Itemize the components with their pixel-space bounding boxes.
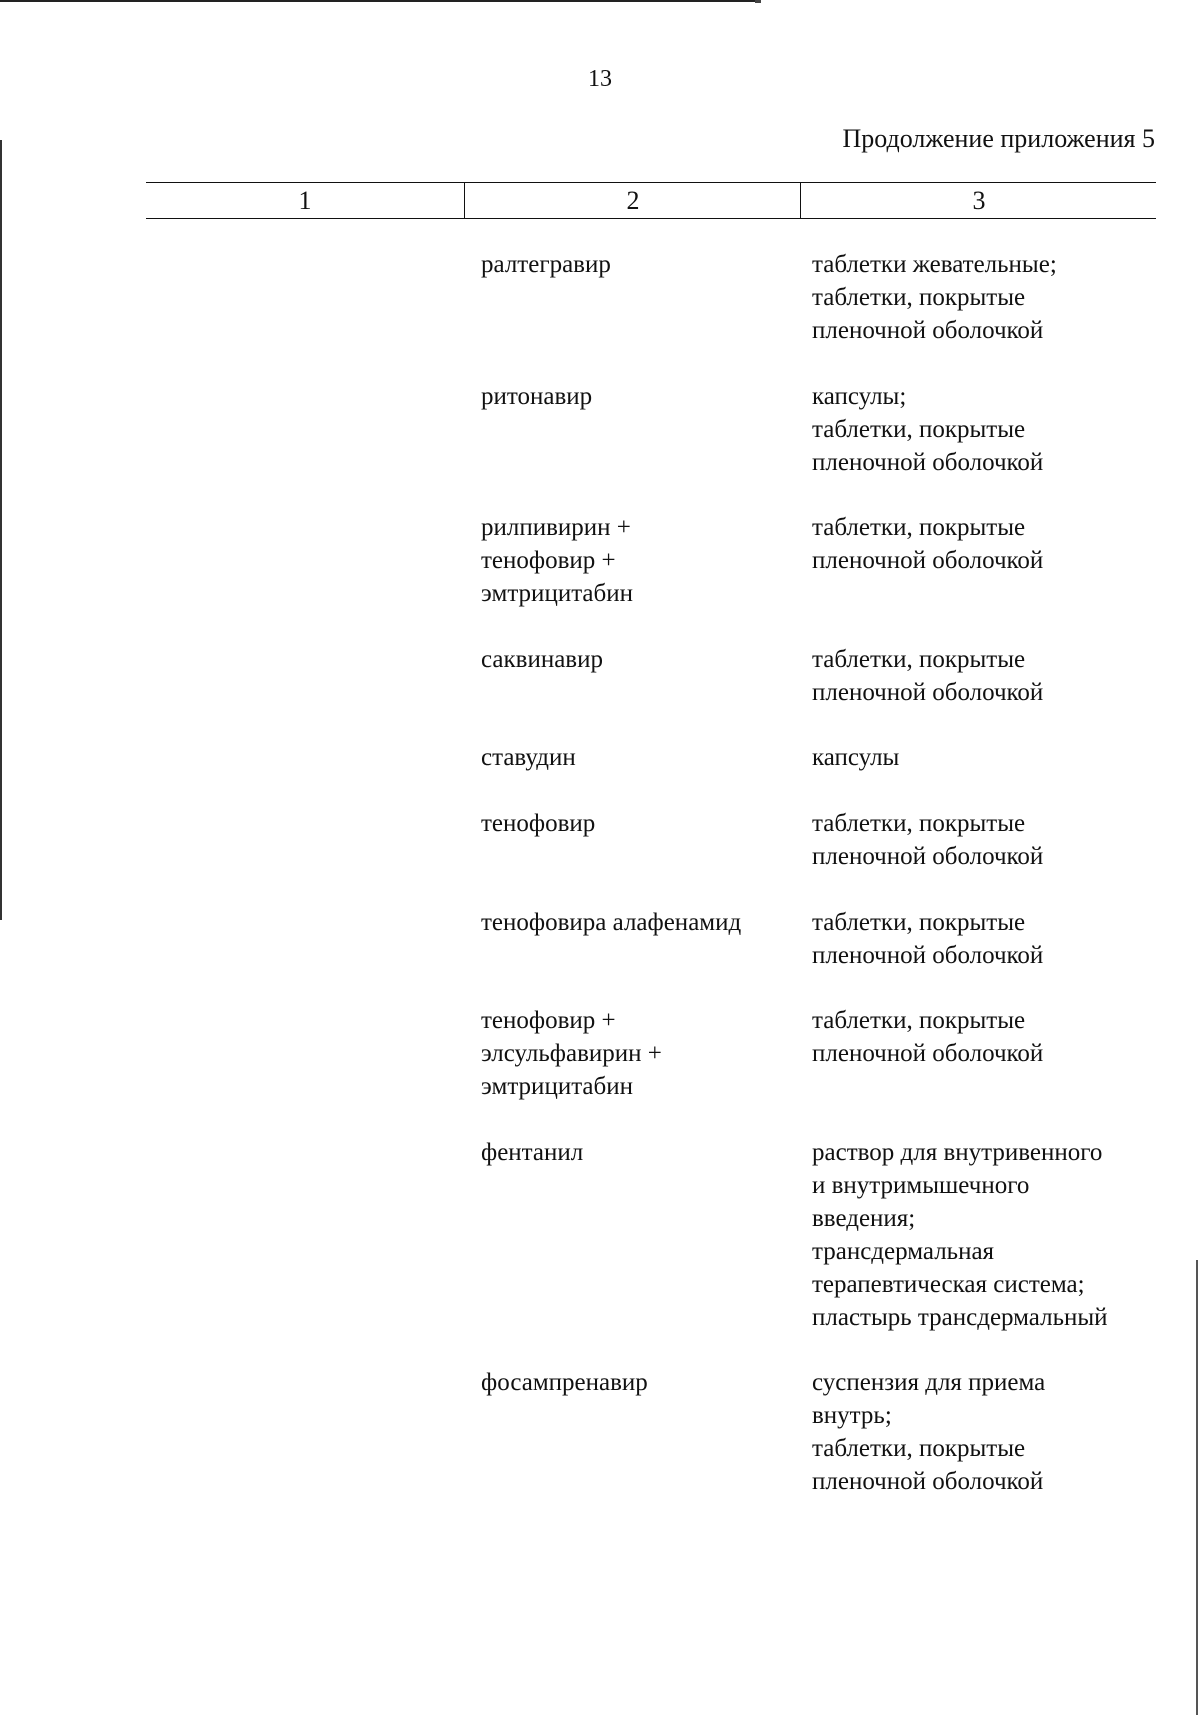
dosage-form: таблетки, покрытые пленочной оболочкой — [812, 810, 1044, 870]
page-number: 13 — [588, 66, 612, 92]
dosage-form: таблетки жевательные; таблетки, покрытые пленочной оболочкой — [812, 251, 1057, 344]
dosage-form: таблетки, покрытые пленочной оболочкой — [812, 1007, 1044, 1067]
drug-name: ралтегравир — [481, 251, 611, 278]
drug-name: тенофовир — [481, 810, 596, 837]
drug-name: фентанил — [481, 1139, 584, 1166]
drug-name: фосампренавир — [481, 1369, 648, 1396]
drug-name: рилпивирин + тенофовир + эмтрицитабин — [481, 514, 634, 607]
column-header-1: 1 — [298, 186, 312, 215]
dosage-form: раствор для внутривенного и внутримышечного введения; трансдермальная терапевтическая система; пластырь трансдермальный — [812, 1139, 1108, 1331]
dosage-form: капсулы; таблетки, покрытые пленочной оболочкой — [812, 383, 1044, 476]
drug-name: тенофовир + элсульфавирин + эмтрицитабин — [481, 1007, 662, 1100]
dosage-form: таблетки, покрытые пленочной оболочкой — [812, 909, 1044, 969]
column-header-2: 2 — [464, 183, 801, 218]
drug-name: саквинавир — [481, 646, 603, 673]
dosage-form: суспензия для приема внутрь; таблетки, покрытые пленочной оболочкой — [812, 1369, 1046, 1495]
column-header-3: 3 — [800, 183, 1157, 218]
drug-name: тенофовира алафенамид — [481, 909, 742, 936]
continuation-label: Продолжение приложения 5 — [842, 124, 1155, 153]
dosage-form: капсулы — [812, 744, 900, 771]
dosage-form: таблетки, покрытые пленочной оболочкой — [812, 646, 1044, 706]
drug-name: ставудин — [481, 744, 576, 771]
dosage-form: таблетки, покрытые пленочной оболочкой — [812, 514, 1044, 574]
drug-name: ритонавир — [481, 383, 593, 410]
